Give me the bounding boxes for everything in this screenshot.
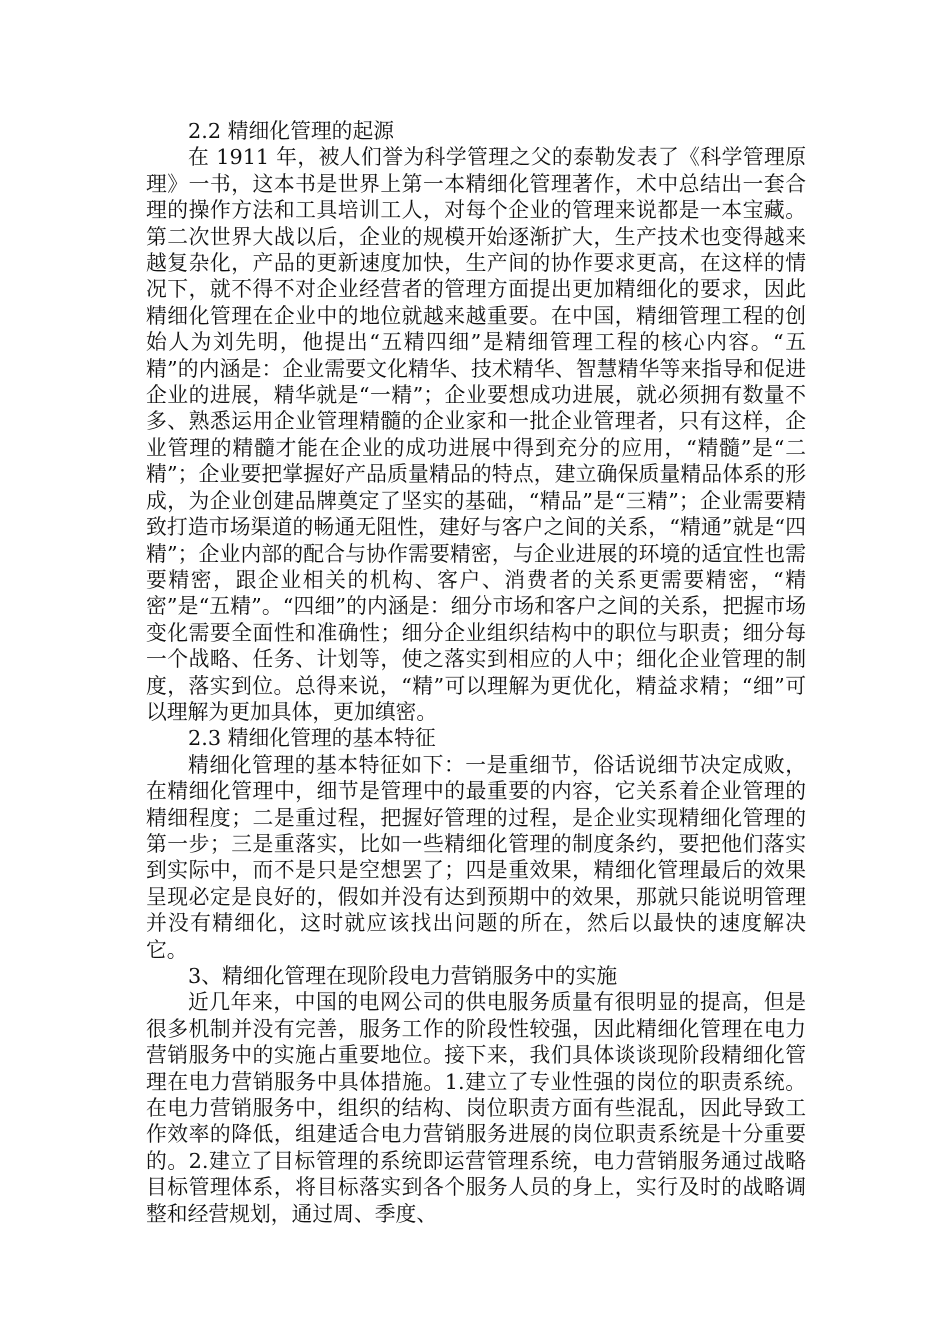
section-heading: 2.2 精细化管理的起源 xyxy=(188,119,395,143)
section-heading: 3、精细化管理在现阶段电力营销服务中的实施 xyxy=(188,964,618,988)
section-origin xyxy=(146,118,806,725)
section-paragraph: 近几年来，中国的电网公司的供电服务质量有很明显的提高，但是很多机制并没有完善，服务工作的阶段性较强，因此精细化管理在电力营销服务中的实施占重要地位。接下来，我们具体谈谈现阶段精细化管理在电力营销服务中具体措施。1.建立了专业性强的岗位的职责系统。在电力营销服务中，组织的结构、岗位职责方面有些混乱，因此导致工作效率的降低，组建适合电力营销服务进展的岗位职责系统是十分重要的。2.建立了目标管理的系统即运营管理系统，电力营销服务通过战略目标管理体系，将目标落实到各个服务人员的身上，实行及时的战略调整和经营规划，通过周、季度、 xyxy=(146,990,806,1226)
section-paragraph: 在 1911 年，被人们誉为科学管理之父的泰勒发表了《科学管理原理》一书，这本书是世界上第一本精细化管理著作，术中总结出一套合理的操作方法和工具培训工人，对每个企业的管理来说都是一本宝藏。第二次世界大战以后，企业的规模开始逐渐扩大，生产技术也变得越来越复杂化，产品的更新速度加快，生产间的协作要求更高，在这样的情况下，就不得不对企业经营者的管理方面提出更加精细化的要求，因此精细化管理在企业中的地位就越来越重要。在中国，精细管理工程的创始人为刘先明，他提出“五精四细”是精细管理工程的核心内容。“五精”的内涵是：企业需要文化精华、技术精华、智慧精华等来指导和促进企业的进展，精华就是“一精”；企业要想成功进展，就必须拥有数量不多、熟悉运用企业管理精髓的企业家和一批企业管理者，只有这样，企业管理的精髓才能在企业的成功进展中得到充分的应用，“精髓”是“二精”；企业要把掌握好产品质量精品的特点，建立确保质量精品体系的形成，为企业创建品牌奠定了坚实的基础，“精品”是“三精”；企业需要精致打造市场渠道的畅通无阻性，建好与客户之间的关系，“精通”就是“四精”；企业内部的配合与协作需要精密，与企业进展的环境的适宜性也需要精密，跟企业相关的机构、客户、消费者的关系更需要精密，“精密”是“五精”。“四细”的内涵是：细分市场和客户之间的关系，把握市场变化需要全面性和准确性；细分企业组织结构中的职位与职责；细分每一个战略、任务、计划等，使之落实到相应的人中；细化企业管理的制度，落实到位。总得来说，“精”可以理解为更优化，精益求精；“细”可以理解为更加具体，更加缜密。 xyxy=(146,145,806,724)
section-heading: 2.3 精细化管理的基本特征 xyxy=(188,726,436,751)
section-features xyxy=(146,725,806,963)
section-paragraph: 精细化管理的基本特征如下：一是重细节，俗话说细节决定成败，在精细化管理中，细节是管理中的最重要的内容，它关系着企业管理的精细程度；二是重过程，把握好管理的过程，是企业实现精细化管理的第一步；三是重落实，比如一些精细化管理的制度条约，要把他们落实到实际中，而不是只是空想罢了；四是重效果，精细化管理最后的效果呈现必定是良好的，假如并没有达到预期中的效果，那就只能说明管理并没有精细化，这时就应该找出问题的所在，然后以最快的速度解决它。 xyxy=(146,752,806,962)
document-page xyxy=(146,118,806,1227)
section-implementation xyxy=(146,963,806,1227)
